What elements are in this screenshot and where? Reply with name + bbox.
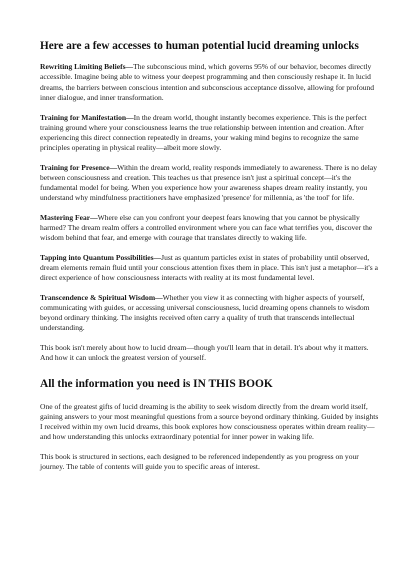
term-limiting-beliefs: Rewriting Limiting Beliefs—	[40, 62, 134, 72]
term-presence: Training for Presence—	[40, 162, 118, 172]
body-paragraph-1: One of the greatest gifts of lucid dreaming is the ability to seek wisdom directly from the dream world itself, gaining answers to your most meaningful questions from a source beyond ordinary thinking. Guided by insights I received within my own lucid dreams, this book explores how consciousness operates within dream reality—and how understanding this unlocks extraordinary potential for inner power in waking life.	[40, 401, 379, 441]
paragraph-fear	[40, 213, 380, 243]
text-transcendence: Whether you view it as connecting with higher aspects of yourself, communicating with guides, or accessing universal consciousness, lucid dreaming opens channels to wisdom beyond ordinary thinking. The insights received often carry a quality of truth that transcends intellectual understanding.	[40, 293, 370, 333]
paragraph-presence	[40, 163, 380, 203]
paragraph-quantum	[40, 253, 380, 283]
text-fear: Where else can you confront your deepest fears knowing that you cannot be physically harmed? The dream realm offers a controlled environment where you can face what terrifies you, discover the wisdom behind that fear, and emerge with courage that translates directly to waking life.	[40, 212, 373, 242]
paragraph-manifestation	[40, 113, 380, 153]
closing-paragraph: This book isn't merely about how to lucid dream—though you'll learn that in detail. It's about why it matters. And how it can unlock the greatest version of yourself.	[40, 343, 369, 363]
text-limiting-beliefs: The subconscious mind, which governs 95% of our behavior, becomes directly accessible. Imagine being able to witness your deepest programming and then consciously reshape it. In lucid dreams, the barriers between conscious intention and subconscious acceptance dissolve, allowing for profound inner dialogue, and inner transformation.	[40, 62, 375, 102]
body-paragraph-2: This book is structured in sections, each designed to be referenced independently as you progress on your journey. The table of contents will guide you to specific areas of interest.	[40, 452, 359, 472]
section-heading-2: All the information you need is IN THIS BOOK	[40, 378, 273, 391]
term-quantum: Tapping into Quantum Possibilities—	[40, 252, 162, 262]
term-fear: Mastering Fear—	[40, 212, 98, 222]
term-transcendence: Transcendence & Spiritual Wisdom—	[40, 293, 163, 302]
paragraph-limiting-beliefs	[40, 62, 380, 102]
paragraph-transcendence	[40, 293, 380, 333]
text-manifestation: In the dream world, thought instantly becomes experience. This is the perfect training ground where your consciousness learns the true relationship between intention and creation. After experiencing this direct connection repeatedly in dreams, your waking mind begins to recognize the same principles operating in physical reality—albeit more slowly.	[40, 112, 367, 152]
text-quantum: Just as quantum particles exist in states of probability until observed, dream elements remain fluid until your conscious attention fixes them in place. This isn't just a metaphor—it's a direct experience of how consciousness interacts with reality at its most fundamental level.	[40, 252, 378, 282]
text-presence: Within the dream world, reality responds immediately to awareness. There is no delay between consciousness and creation. This teaches us that presence isn't just a spiritual concept—it's the fundamental model for being. When you experience how your awareness shapes dream reality instantly, you understand why mindfulness practitioners have emphasized 'presence' for millennia, as 'the tool' for life.	[40, 162, 377, 202]
section-heading: Here are a few accesses to human potential lucid dreaming unlocks	[40, 40, 359, 52]
document-page	[40, 40, 380, 482]
term-manifestation: Training for Manifestation—	[40, 112, 134, 122]
